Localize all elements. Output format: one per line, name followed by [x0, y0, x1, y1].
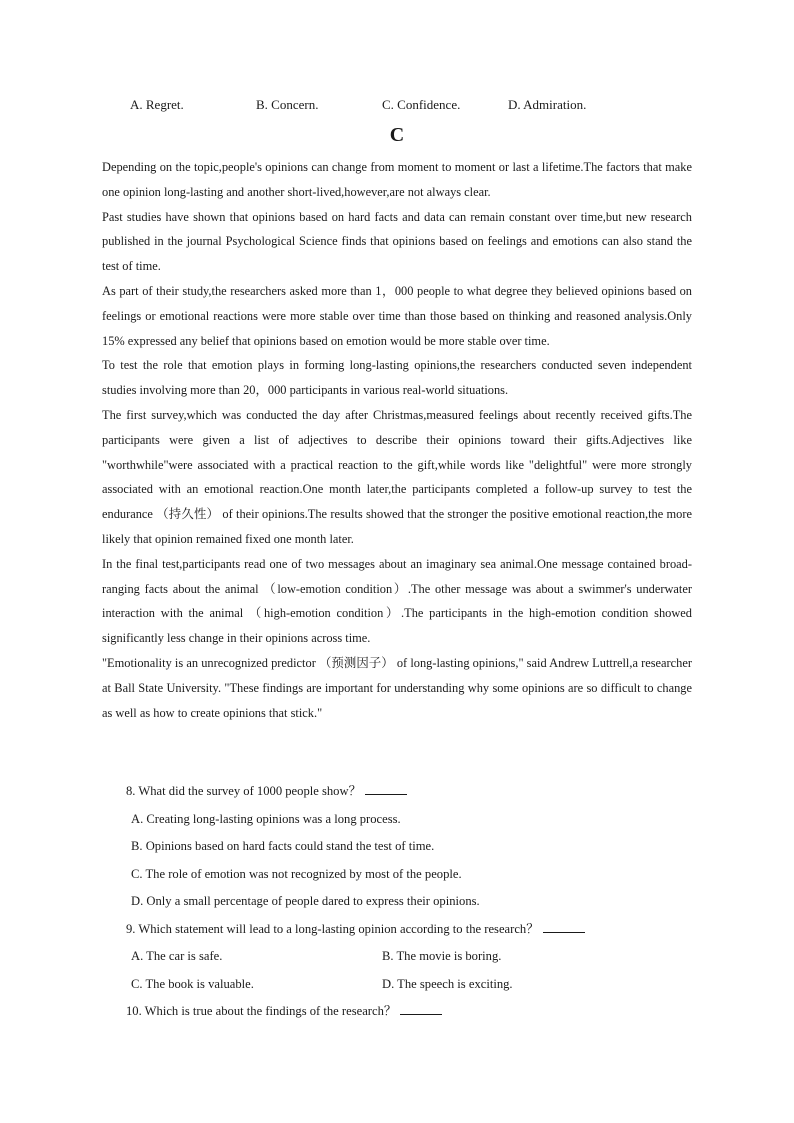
- question-9-options-row-2: [126, 971, 696, 999]
- option-d: D. Admiration.: [508, 97, 587, 112]
- question-list: [126, 778, 696, 1026]
- question-stem: 9. Which statement will lead to a long-lasting opinion according to the research？: [126, 921, 539, 936]
- passage-paragraph: Past studies have shown that opinions based on hard facts and data can remain constant over time,but new research published in the journal Psychological Science finds that opinions based on feelings and emotions can also stand the test of time.: [102, 209, 692, 274]
- previous-question-options: [130, 97, 690, 117]
- passage-paragraph: To test the role that emotion plays in forming long-lasting opinions,the researchers conducted seven independent studies involving more than 20，000 participants in various real-world situations.: [102, 358, 692, 398]
- answer-blank[interactable]: [365, 780, 407, 795]
- question-9-option-b: B. The movie is boring.: [382, 949, 502, 963]
- question-9-options-row-1: [126, 943, 696, 971]
- passage-paragraph: Depending on the topic,people's opinions can change from moment to moment or last a lifetime.The factors that make one opinion long-lasting and another short-lived,however,are not always clear.: [102, 160, 692, 199]
- question-stem: 8. What did the survey of 1000 people show？: [126, 784, 362, 798]
- passage-paragraph: As part of their study,the researchers asked more than 1，000 people to what degree they believed opinions based on feelings or emotional reactions were more stable over time than those based on thinking and reasoned analysis.Only 15% expressed any belief that opinions based on emotion would be more stable over time.: [102, 283, 692, 348]
- question-stem: 10. Which is true about the findings of the research？: [126, 1004, 397, 1018]
- question-8-option-a: A. Creating long-lasting opinions was a long process.: [131, 811, 401, 826]
- passage-paragraph: In the final test,participants read one of two messages about an imaginary sea animal.One message contained broad-ranging facts about the animal （low-emotion condition）.The other message was about a swimmer's underwater interaction with the animal （high-emotion condition）.The participants in the high-emotion condition showed significantly less change in their opinions across time.: [102, 556, 692, 646]
- question-9-option-d: D. The speech is exciting.: [382, 976, 513, 991]
- question-9: [126, 916, 696, 944]
- option-c: C. Confidence.: [382, 97, 461, 112]
- question-8: [126, 778, 696, 806]
- question-9-option-c: C. The book is valuable.: [131, 976, 254, 991]
- option-a: A. Regret.: [130, 97, 184, 112]
- answer-blank[interactable]: [400, 1000, 442, 1015]
- answer-blank[interactable]: [543, 918, 585, 933]
- question-8-option-c: C. The role of emotion was not recognized by most of the people.: [131, 866, 462, 881]
- passage-paragraph: "Emotionality is an unrecognized predictor （预测因子） of long-lasting opinions," said Andrew Luttrell,a researcher at Ball State University. "These findings are important for understanding why some opinions are so difficult to change as well as how to create opinions that stick.": [102, 655, 692, 720]
- question-8-option-d: D. Only a small percentage of people dared to express their opinions.: [131, 894, 480, 908]
- reading-passage: [102, 155, 692, 725]
- question-9-option-a: A. The car is safe.: [131, 949, 223, 963]
- question-8-option-b: B. Opinions based on hard facts could stand the test of time.: [131, 839, 435, 853]
- option-b: B. Concern.: [256, 97, 319, 112]
- question-10: [126, 998, 696, 1026]
- passage-paragraph: The first survey,which was conducted the day after Christmas,measured feelings about recently received gifts.The participants were given a list of adjectives to describe their opinions toward their gifts.Adjectives like "worthwhile"were associated with a practical reaction to the gift,while words like "delightful" were more strongly associated with an emotional reaction.One month later,the participants completed a follow-up survey to test the endurance （持久性） of their opinions.The results showed that the stronger the positive emotional reaction,the more likely that opinion remained fixed one month later.: [102, 407, 692, 546]
- section-heading: C: [389, 124, 405, 146]
